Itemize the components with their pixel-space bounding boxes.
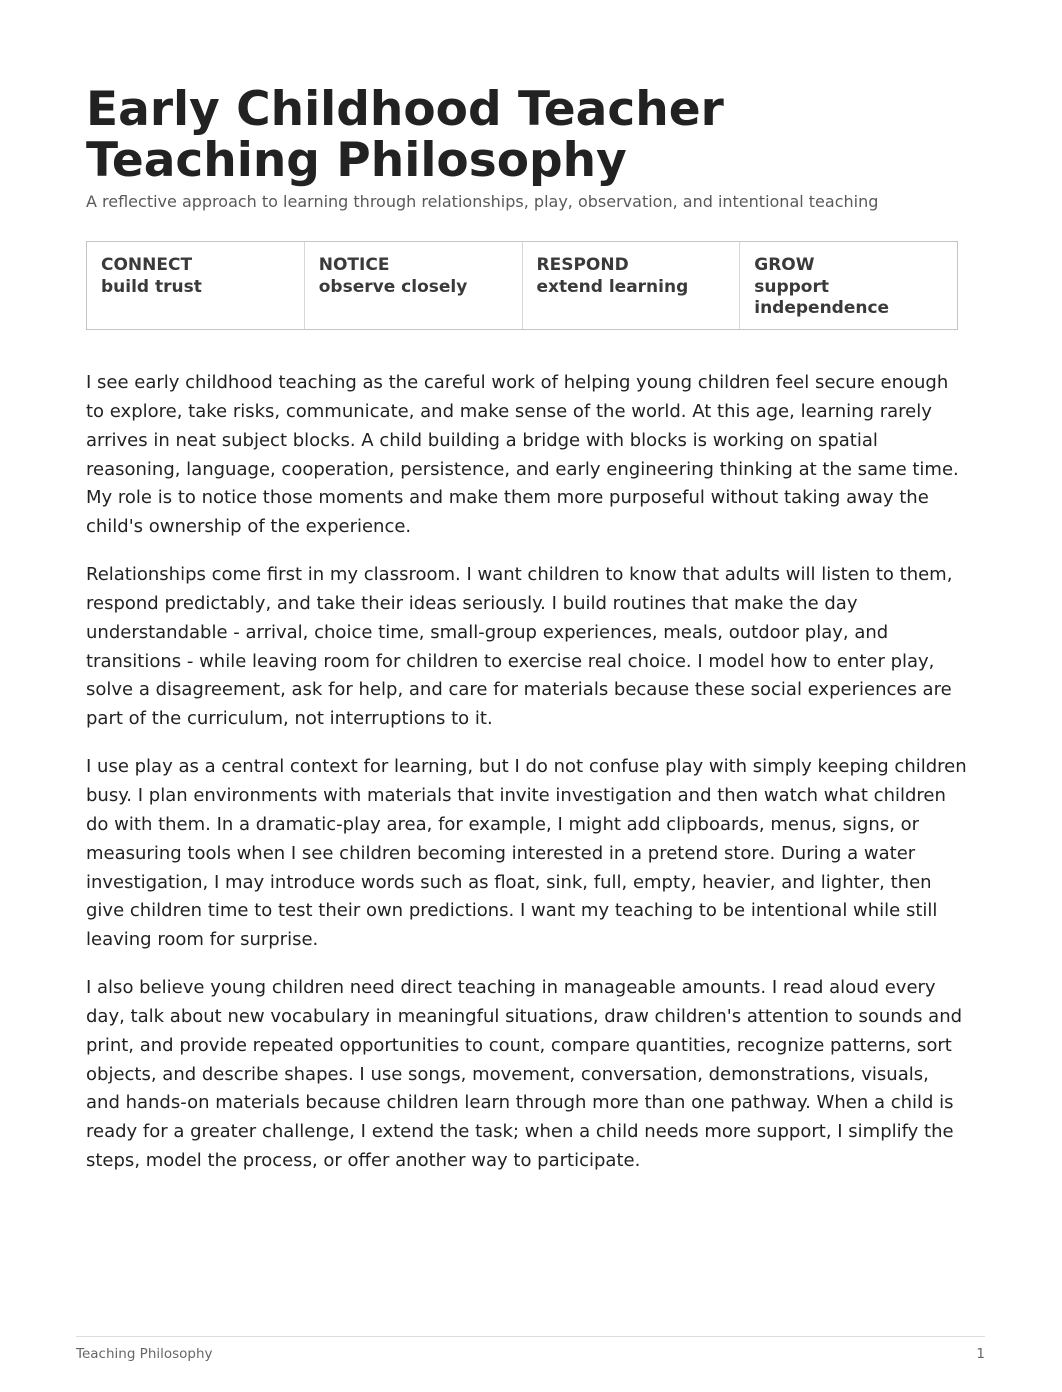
pillar-respond bbox=[523, 242, 741, 329]
pillar-heading: NOTICE bbox=[318, 255, 390, 275]
pillar-text: support independence bbox=[754, 276, 890, 318]
pillar-text: build trust bbox=[101, 276, 202, 297]
pillar-heading: GROW bbox=[754, 255, 815, 275]
body-paragraph-2: Relationships come first in my classroom. I want children to know that adults will listen to them, respond predictably, and take their ideas seriously. I build routines that make the day understandable - arrival, choice time, small-group experiences, meals, outdoor play, and transitions - while leaving room for children to exercise real choice. I model how to enter play, solve a disagreement, ask for help, and care for materials because these social experiences are part of the curriculum, not interruptions to it. bbox=[86, 564, 953, 730]
body-paragraph-3: I use play as a central context for learning, but I do not confuse play with simply keeping children busy. I plan environments with materials that invite investigation and then watch what children do with them. In a dramatic-play area, for example, I might add clipboards, menus, signs, or measuring tools when I see children becoming interested in a pretend store. During a water investigation, I may introduce words such as float, sink, full, empty, heavier, and lighter, then give children time to test their own predictions. I want my teaching to be intentional while still leaving room for surprise. bbox=[86, 756, 967, 951]
document-title: Early Childhood Teacher Teaching Philosophy bbox=[86, 82, 724, 188]
pillar-grow bbox=[740, 242, 957, 329]
pillar-heading: CONNECT bbox=[101, 255, 193, 275]
footer-label: Teaching Philosophy bbox=[76, 1346, 213, 1362]
document-subtitle: A reflective approach to learning through relationships, play, observation, and intentional teaching bbox=[86, 192, 879, 211]
pillar-notice bbox=[305, 242, 523, 329]
body-paragraph-4: I also believe young children need direct teaching in manageable amounts. I read aloud every day, talk about new vocabulary in meaningful situations, draw children's attention to sounds and print, and provide repeated opportunities to count, compare quantities, recognize patterns, sort objects, and describe shapes. I use songs, movement, conversation, demonstrations, visuals, and hands-on materials because children learn through more than one pathway. When a child is ready for a greater challenge, I extend the task; when a child needs more support, I simplify the steps, model the process, or offer another way to participate. bbox=[86, 977, 963, 1172]
page-footer bbox=[76, 1336, 985, 1363]
pillar-connect bbox=[87, 242, 305, 329]
pillar-heading: RESPOND bbox=[536, 255, 629, 275]
page-number: 1 bbox=[976, 1346, 985, 1362]
pillars-table bbox=[86, 241, 958, 330]
document-page bbox=[86, 84, 968, 1195]
pillar-text: observe closely bbox=[318, 276, 468, 297]
body-paragraph-1: I see early childhood teaching as the careful work of helping young children feel secure enough to explore, take risks, communicate, and make sense of the world. At this age, learning rarely arrives in neat subject blocks. A child building a bridge with blocks is working on spatial reasoning, language, cooperation, persistence, and early engineering thinking at the same time. My role is to notice those moments and make them more purposeful without taking away the child's ownership of the experience. bbox=[86, 372, 959, 538]
body-text bbox=[86, 369, 968, 1176]
pillar-text: extend learning bbox=[536, 276, 689, 297]
